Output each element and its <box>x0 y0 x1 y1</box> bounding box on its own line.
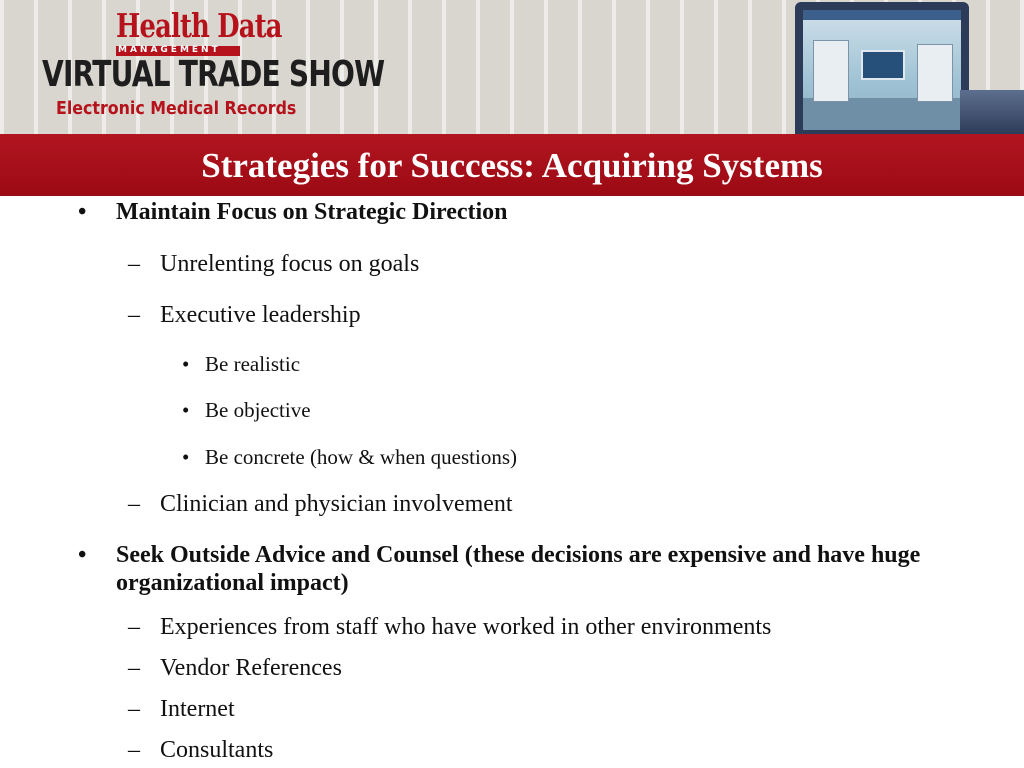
laptop-illustration <box>795 2 969 134</box>
dash-marker: – <box>128 696 140 722</box>
bullet-text: Maintain Focus on Strategic Direction <box>116 199 508 225</box>
trade-booth-display <box>861 50 905 80</box>
sub-sub-bullet-text: Be realistic <box>205 352 301 376</box>
dash-marker: – <box>128 302 140 328</box>
laptop-base <box>960 90 1024 134</box>
trade-booth-left <box>813 40 849 102</box>
bullet-marker: • <box>78 542 87 568</box>
header-banner <box>0 0 1024 134</box>
dash-marker: – <box>128 491 140 517</box>
logo-virtual-trade-show: VIRTUAL TRADE SHOW <box>42 54 385 95</box>
laptop-screen <box>803 10 961 130</box>
dash-marker: – <box>128 614 140 640</box>
sub-bullet-text: Consultants <box>160 737 274 763</box>
logo-electronic-medical-records: Electronic Medical Records <box>56 98 297 119</box>
sub-bullet-text: Clinician and physician involvement <box>160 491 513 517</box>
bullet-marker: • <box>182 352 190 376</box>
bullet-marker: • <box>182 445 190 469</box>
sub-bullet-text: Executive leadership <box>160 302 361 328</box>
sub-bullet-text: Experiences from staff who have worked in other environments <box>160 614 772 640</box>
dash-marker: – <box>128 655 140 681</box>
sub-bullet-text: Unrelenting focus on goals <box>160 251 420 277</box>
logo-health-data: Health Data <box>116 6 282 45</box>
slide-title: Strategies for Success: Acquiring Systems <box>201 146 823 185</box>
sub-bullet-text: Vendor References <box>160 655 342 681</box>
bullet-marker: • <box>78 199 87 225</box>
sub-bullet-text: Internet <box>160 696 235 722</box>
logo-management: MANAGEMENT <box>118 45 221 55</box>
dash-marker: – <box>128 251 140 277</box>
trade-booth-right <box>917 44 953 102</box>
bullet-marker: • <box>182 398 190 422</box>
bullet-text: Seek Outside Advice and Counsel (these decisions are expensive and have huge organizational impact) <box>116 542 921 596</box>
laptop-screen-bar <box>803 10 961 20</box>
title-band <box>0 134 1024 196</box>
sub-sub-bullet-text: Be objective <box>205 398 311 422</box>
sub-sub-bullet-text: Be concrete (how & when questions) <box>205 445 517 469</box>
laptop-screen-floor <box>803 98 961 130</box>
dash-marker: – <box>128 737 140 763</box>
